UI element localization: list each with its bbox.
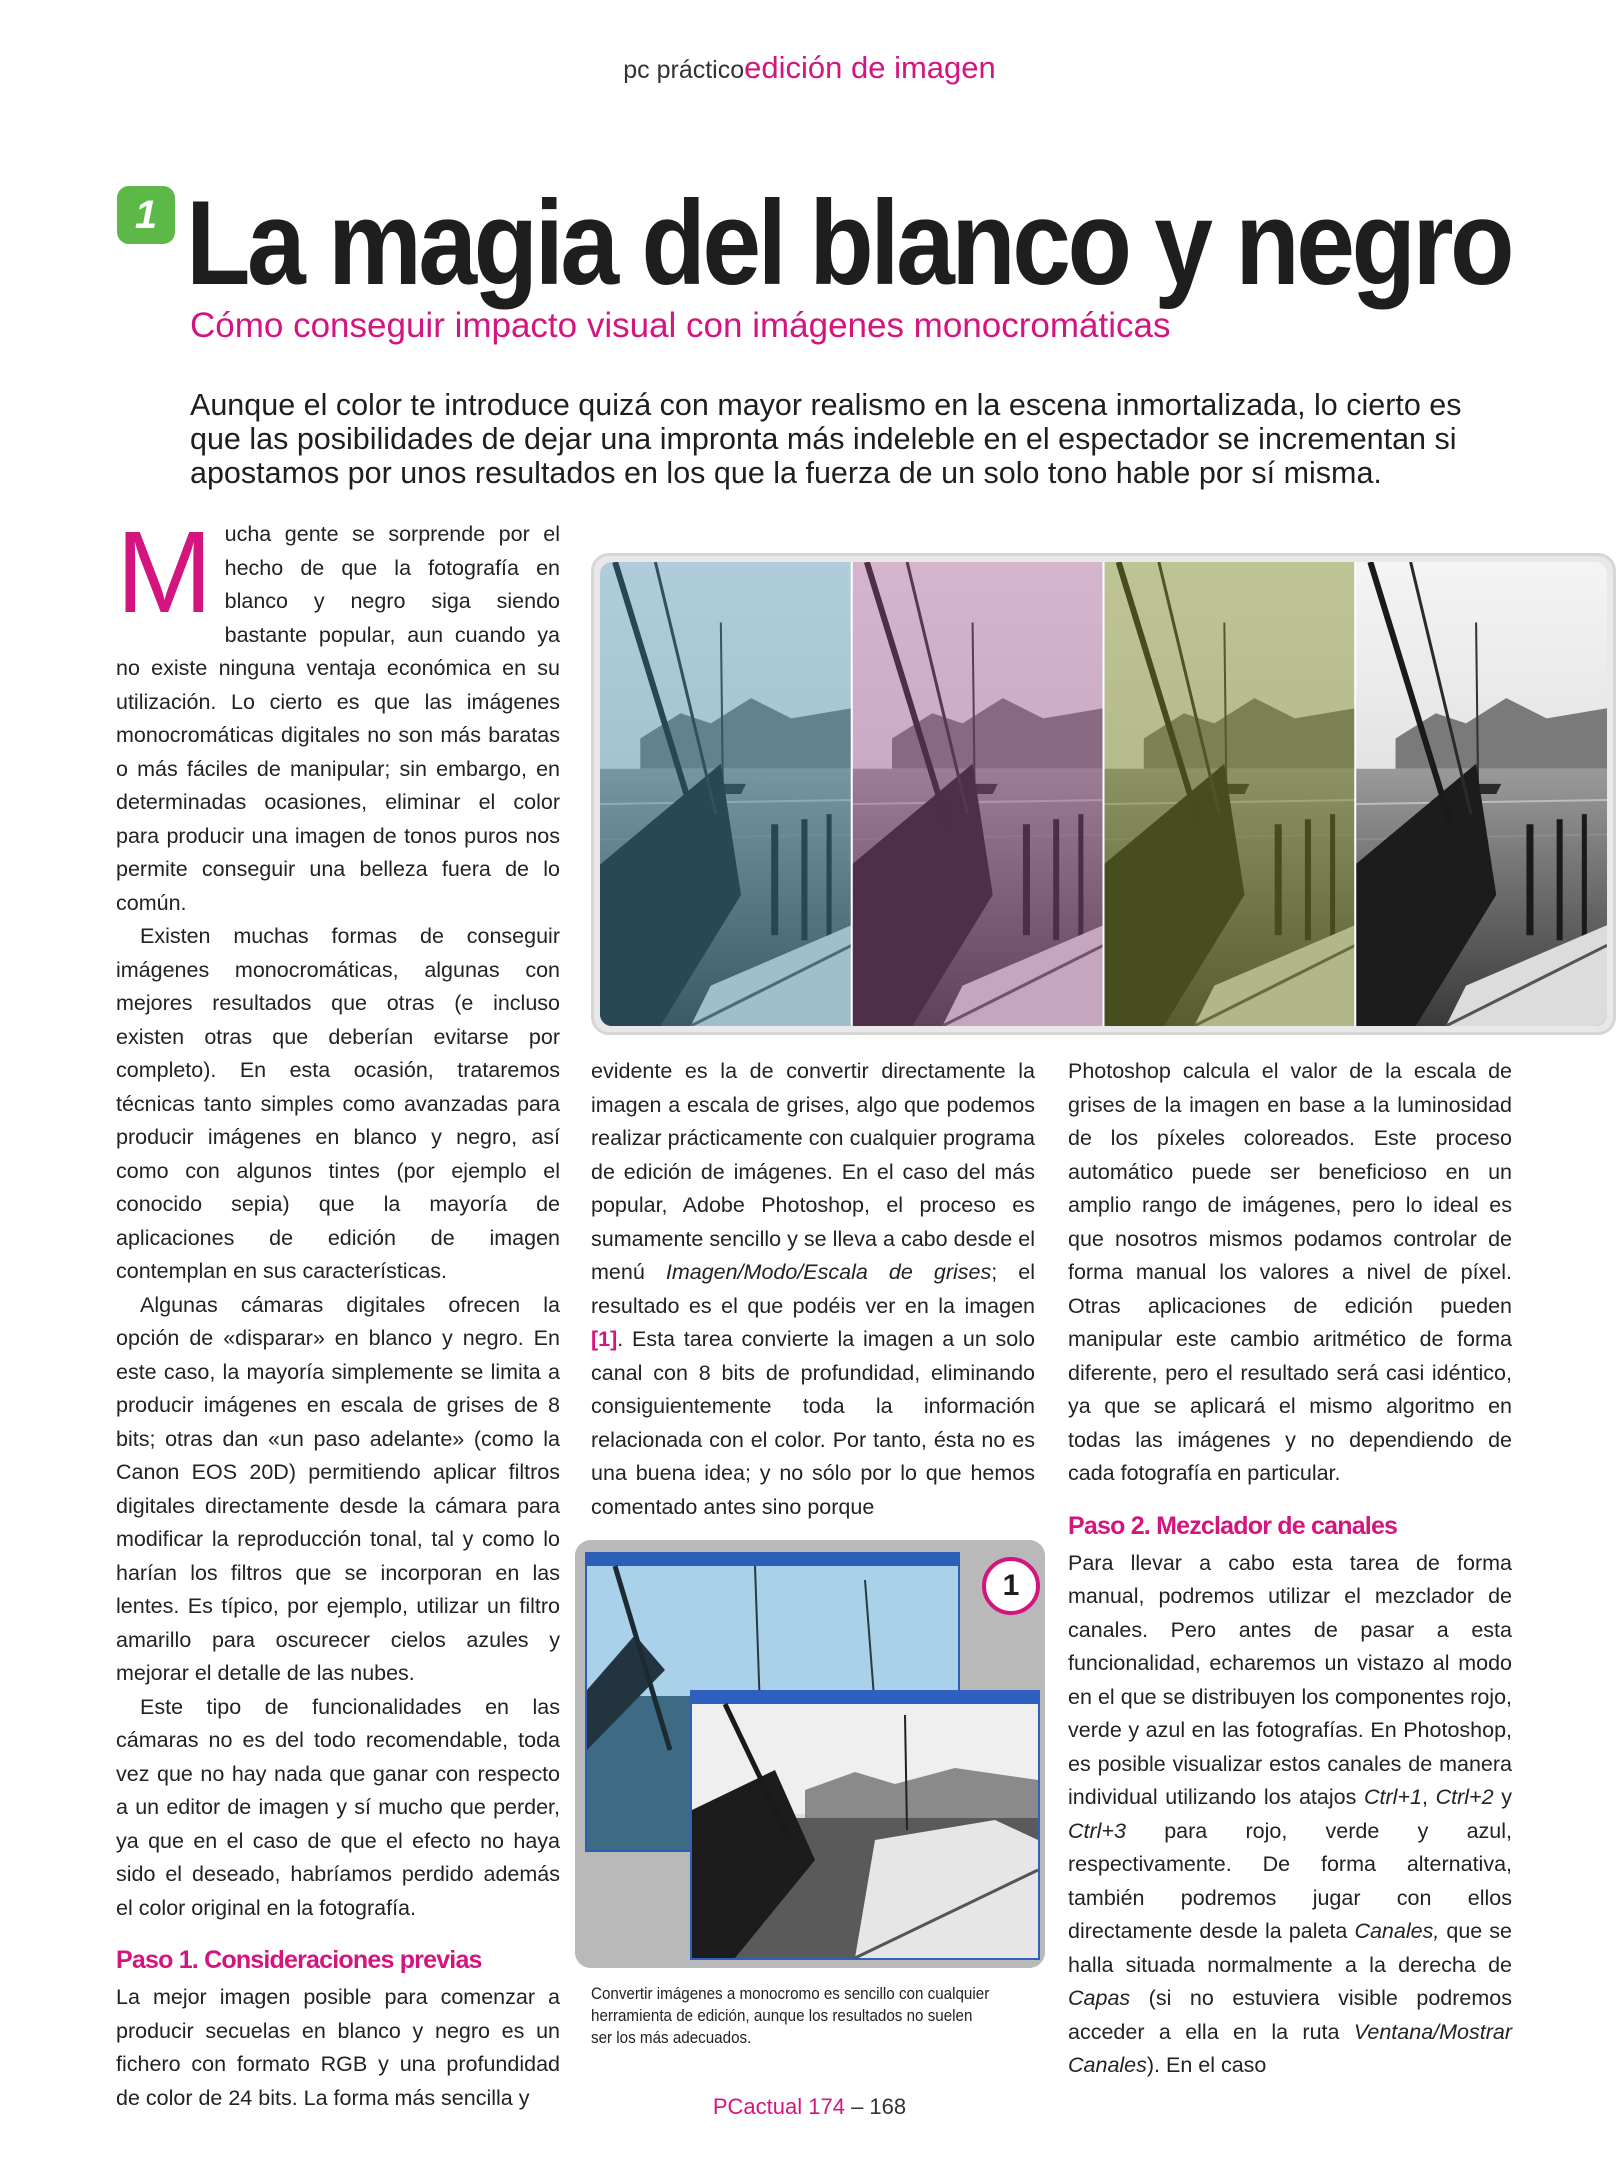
figure-reference: [1] xyxy=(591,1327,618,1351)
paragraph: Existen muchas formas de conseguir imágenes monocromáticas, algunas con mejores resultados que otras (e incluso existen otras que deberían evitarse por completo). En esta ocasión, trataremos técnicas tanto simples como avanzadas para producir imágenes en blanco y negro, así como con algunos tintes (por ejemplo el conocido sepia) que la mayoría de aplicaciones de edición de imagen contemplan en sus características. xyxy=(116,924,560,1283)
sailboat-photo-strip xyxy=(600,562,1607,1026)
body-column-2 xyxy=(591,1055,1035,1524)
menu-route: Ventana/Mostrar Canales xyxy=(1068,2019,1512,2077)
article-lead: Aunque el color te introduce quizá con mayor realismo en la escena inmortalizada, lo cierto es que las posibilidades de dejar una impronta más indeleble en el espectador se incrementan si apostamos por unos resultados en los que la fuerza de un solo tono hable por sí misma. xyxy=(190,388,1462,490)
paragraph: evidente es la de convertir directamente la imagen a escala de grises, algo que podemos realizar prácticamente con cualquier programa de edición de imágenes. En el caso del más popular, Adobe Photoshop, el proceso es sumamente sencillo y se lleva a cabo desde el menú Imagen/Modo/Escala de grises; el resultado es el que podéis ver en la imagen [1]. Esta tarea convierte la imagen a un solo canal con 8 bits de profundidad, eliminando consiguientemente toda la información relacionada con el color. Por tanto, ésta no es una buena idea; y no sólo por lo que hemos comentado antes sino porque xyxy=(591,1059,1036,1519)
shortcut-ctrl1: Ctrl+1 xyxy=(1364,1785,1422,1809)
palette-name: Canales, xyxy=(1354,1919,1440,1943)
section-heading-paso-1: Paso 1. Consideraciones previas xyxy=(116,1946,482,1974)
paragraph: La mejor imagen posible para comenzar a producir secuelas en blanco y negro es un fichero con formato RGB y una profundidad de color de 24 bits. La forma más sencilla y xyxy=(116,1985,560,2110)
paragraph: Para llevar a cabo esta tarea de forma manual, podremos utilizar el mezclador de canales. Pero antes de pasar a esta funcionalidad, echaremos un vistazo al modo en el que se distribuyen los componentes rojo, verde y azul en las fotografías. En Photoshop, es posible visualizar estos canales de manera individual utilizando los atajos Ctrl+1, Ctrl+2 y Ctrl+3 para rojo, verde y azul, respectivamente. De forma alternativa, también podremos jugar con ellos directamente desde la paleta Canales, que se halla situada normalmente a la derecha de Capas (si no estuviera visible podremos acceder a ella en la ruta Ventana/Mostrar Canales). En el caso xyxy=(1068,1550,1512,2077)
page-number: 168 xyxy=(869,2094,907,2119)
paragraph: Photoshop calcula el valor de la escala de grises de la imagen en base a la luminosidad de los píxeles coloreados. Este proceso automático puede ser beneficioso en un amplio rango de imágenes, pero lo ideal es que nosotros mismos podamos controlar de forma manual los valores a nivel de píxel. Otras aplicaciones de edición pueden manipular este cambio aritmético de forma diferente, pero el resultado será casi idéntico, ya que se aplicará el mismo algoritmo en todas las imágenes y no dependiendo de cada fotografía en particular. xyxy=(1068,1059,1512,1485)
page-footer: PCactual 174 – 168 xyxy=(712,2094,907,2119)
paragraph: Mucha gente se sorprende por el hecho de que la fotografía en blanco y negro siga siendo bastante popular, aun cuando ya no existe ninguna ventaja económica en su utilización. Lo cierto es que las imágenes monocromáticas digitales no son más baratas o más fáciles de manipular; sin embargo, en determinadas ocasiones, eliminar el color para producir una imagen de tonos puros nos permite conseguir una belleza fuera de lo común. xyxy=(116,507,560,915)
magazine-name: PCactual 174 xyxy=(712,2094,845,2119)
paragraph: Algunas cámaras digitales ofrecen la opción de «disparar» en blanco y negro. En este caso, la mayoría simplemente se limita a producir imágenes en escala de grises de 8 bits; otras dan «un paso adelante» (como la Canon EOS 20D) permitiendo aplicar filtros digitales directamente desde la cámara para modificar la reproducción tonal, tal y como lo harían los filtros que se incorporan en las lentes. Es típico, por ejemplo, utilizar un filtro amarillo para oscurecer cielos azules y mejorar el detalle de las nubes. xyxy=(116,1292,560,1685)
article-title: La magia del blanco y negro xyxy=(186,176,1512,310)
drop-cap: M xyxy=(116,507,213,637)
article-number-badge: 1 xyxy=(117,186,175,244)
section-heading-paso-2: Paso 2. Mezclador de canales xyxy=(1068,1511,1398,1540)
shortcut-ctrl3: Ctrl+3 xyxy=(1068,1818,1126,1843)
section-header xyxy=(0,50,1619,86)
grayscale-conversion-screenshot xyxy=(575,1540,1045,1968)
figure-caption: Convertir imágenes a monocromo es sencillo con cualquier herramienta de edición, aunque los resultados no suelen ser los más adecuados. xyxy=(591,1985,990,2047)
figure-number-badge: 1 xyxy=(982,1557,1040,1615)
paragraph: Este tipo de funcionalidades en las cámaras no es del todo recomendable, toda vez que no hay nada que ganar con respecto a un editor de imagen y sí mucho que perder, ya que en el caso de que el efecto no haya sido el deseado, habríamos perdido además el color original en la fotografía. xyxy=(116,1694,560,1920)
shortcut-ctrl2: Ctrl+2 xyxy=(1435,1785,1494,1809)
section-prefix: pc práctico xyxy=(623,56,745,84)
body-column-1 xyxy=(116,507,560,2115)
layers-name: Capas xyxy=(1068,1986,1131,2010)
body-column-3 xyxy=(1068,1055,1512,2083)
article-subtitle: Cómo conseguir impacto visual con imágenes monocromáticas xyxy=(190,306,1171,345)
section-name: edición de imagen xyxy=(744,50,996,85)
photoshop-screenshot-figure xyxy=(575,1540,1045,1968)
tinted-photo-strip xyxy=(591,553,1616,1035)
menu-path: Imagen/Modo/Escala de grises xyxy=(665,1260,992,1284)
